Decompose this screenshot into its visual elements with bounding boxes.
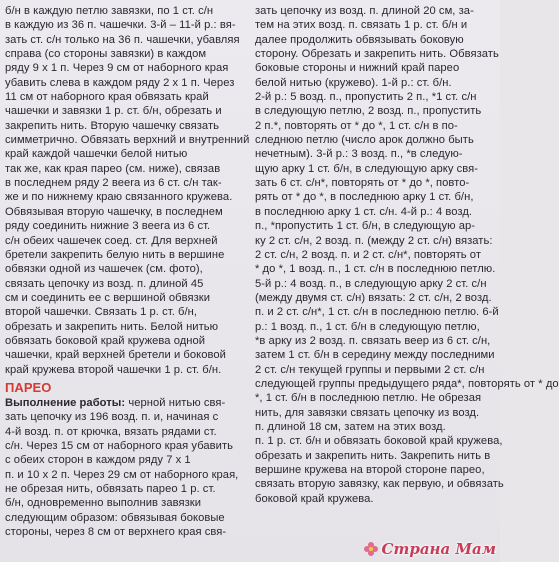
right-column-text-line: в последнюю арку 1 ст. с/н. 4-й р.: 4 возд.	[255, 205, 473, 218]
right-column-text-line: п., *пропустить 1 ст. б/н, в следующую ар-	[255, 220, 476, 233]
right-column-text-line: обрезать и закрепить нить. Закрепить нить в	[255, 449, 491, 462]
left-column-text-line: симметрично. Обвязать верхний и внутренний	[5, 134, 250, 147]
pareo-text-line: с/н. Через 15 см от наборного края убавить	[5, 439, 234, 452]
left-column-text-line: так же, как края парео (см. ниже), связав	[5, 162, 221, 175]
left-column-text-line: же и по нижнему краю связанного кружева.	[5, 191, 233, 204]
work-label: Выполнение работы:	[5, 396, 126, 409]
left-column-text-line: закрепить нить. Вторую чашечку связать	[5, 119, 220, 132]
left-column-text-line: ряду соединить нижние 3 вееra из 6 ст.	[5, 220, 211, 233]
right-column-text-line: п. длиной 18 см, затем на этих возд.	[255, 420, 446, 433]
right-column-text-line: р.: 1 возд. п., 1 ст. б/н в следующую петлю,	[255, 320, 480, 333]
left-column-text	[5, 4, 250, 377]
right-column-text-line: 5-й р.: 4 возд. п., в следующую арку 2 ст. с/н	[255, 277, 487, 290]
left-column-text-line: справа (со стороны завязки) в каждом	[5, 48, 207, 61]
right-column-text-line: п. и 2 ст. с/н*, 1 ст. с/н в последнюю петлю. 6-й	[255, 306, 499, 319]
right-column-text	[255, 4, 559, 506]
right-column-text-line: *в арку из 2 возд. п. связать веер из 6 ст. с/н,	[255, 334, 491, 347]
left-column-text-line: обвязать боковой край кружева одной	[5, 334, 206, 347]
right-column-text-line: рять от * до *, в последнюю арку 1 ст. б/н,	[255, 191, 474, 204]
right-column-text-line: *, 1 ст. б/н в последнюю петлю. Не обрезая	[255, 392, 482, 405]
left-column-text-line: связать цепочку из возд. п. длиной 45	[5, 277, 204, 290]
left-column-text-line: убавить слева в каждом ряду 2 х 1 п. Через	[5, 76, 235, 89]
right-column-text-line: в следующую петлю, 2 возд. п., пропустить	[255, 105, 482, 118]
left-column-text-line: зать ст. с/н только на 36 п. чашечки, убавляя	[5, 33, 240, 46]
left-column-text-line: чашечки и завязки 1 р. ст. б/н, обрезать и	[5, 105, 222, 118]
pareo-text-line: б/н, одновременно выполнив завязки	[5, 497, 202, 510]
right-column-text-line: нечетным). 3-й р.: 3 возд. п., *в следую-	[255, 148, 463, 161]
right-column-text-line: следующей группы предыдущего ряда*, повторять от * до	[255, 377, 559, 390]
pareo-text-line: зать цепочку из 196 возд. п. и, начиная с	[5, 411, 219, 424]
right-column-text-line: п. 1 р. ст. б/н и обвязать боковой край кружева,	[255, 435, 503, 448]
right-column-text-line: зать цепочку из возд. п. длиной 20 см, за-	[255, 5, 474, 17]
left-column-text-line: 11 см от наборного края обвязать край	[5, 91, 209, 104]
left-column-text-line: б/н в каждую петлю завязки, по 1 ст. с/н	[5, 5, 214, 17]
work-intro-line	[5, 396, 242, 410]
pareo-text-line: не обрезая нить, обвязать парео 1 р. ст.	[5, 483, 216, 495]
left-column-text-line: см и соединить ее с вершиной обвязки	[5, 291, 211, 304]
left-column-text-line: Обвязывая вторую чашечку, в последнем	[5, 205, 223, 218]
right-column-text-line: боковые стороны и нижний край парео	[255, 62, 460, 75]
left-column-text-line: обвязки одной из чашечек (см. фото),	[5, 263, 203, 276]
right-column-text-line: ку 2 ст. с/н, 2 возд. п. (между 2 ст. с/н) вязать:	[255, 234, 493, 247]
right-column-text-line: сторону. Обрезать и закрепить нить. Обвязать	[255, 48, 499, 61]
left-column-text-line: обрезать и закрепить нить. Белой нитью	[5, 320, 219, 333]
pareo-text-line: стороны, через 8 см от верхнего края свя-	[5, 526, 227, 539]
right-column-text-line: 2-й р.: 5 возд. п., пропустить 2 п., *1 ст. с/н	[255, 91, 477, 104]
left-column-text-line: край каждой чашечки белой нитью	[5, 148, 188, 161]
left-column-text-line: второй чашечки. Связать 1 р. ст. б/н,	[5, 306, 198, 319]
section-heading-pareo: ПАРЕО	[5, 379, 52, 395]
right-column-text-line: 2 ст. с/н, 2 возд. п. и 2 ст. с/н*, повторять от	[255, 248, 482, 261]
right-column-text-line: 2 ст. с/н текущей группы и первыми 2 ст. с/н	[255, 363, 485, 376]
right-column	[255, 4, 559, 506]
right-column-text-line: связать вторую завязку, как первую, и обвязать	[255, 478, 504, 491]
left-column	[5, 4, 250, 539]
pareo-text-line: следующим образом: обвязывая боковые	[5, 511, 225, 524]
right-column-text-line: боковой край кружева.	[255, 492, 374, 505]
right-column-text-line: затем 1 ст. б/н в середину между последними	[255, 349, 495, 362]
left-column-text-line: край кружева второй чашечки 1 р. ст. б/н.	[5, 363, 222, 376]
right-column-text-line: щую арку 1 ст. б/н, в следующую арку свя-	[255, 162, 479, 175]
right-column-text-line: (между двумя ст. с/н) вязать: 2 ст. с/н, 2 возд.	[255, 291, 492, 304]
left-column-text-line: с/н обеих чашечек соед. ст. Для верхней	[5, 234, 218, 247]
right-column-text-line: 2 п.*, повторять от * до *, 1 ст. с/н в по-	[255, 119, 458, 132]
work-intro-rest: черной нитью свя-	[125, 396, 226, 409]
site-watermark	[363, 540, 496, 558]
right-column-text-line: белой нитью (кружево). 1-й р.: ст. б/н.	[255, 76, 452, 89]
right-column-text-line: нить, для завязки связать цепочку из возд.	[255, 406, 480, 419]
left-column-text-line: ряду 9 х 1 п. Через 9 см от наборного края	[5, 62, 229, 75]
right-column-text-line: зать 6 ст. с/н*, повторять от * до *, повто-	[255, 177, 470, 190]
pareo-text-line: п. и 10 х 2 п. Через 29 см от наборного края,	[5, 468, 239, 481]
pareo-text-line: 4-й возд. п. от крючка, вязать рядами ст.	[5, 425, 217, 438]
left-column-text-line: в последнем ряду 2 вееra из 6 ст. с/н так-	[5, 177, 222, 190]
watermark-text: Страна Мам	[381, 540, 496, 558]
right-column-text-line: вершине кружева на второй стороне парео,	[255, 464, 485, 476]
left-column-text-line: бретели закрепить белую нить в вершине	[5, 248, 225, 261]
pareo-text-line: с обеих сторон в каждом ряду 7 х 1	[5, 454, 191, 467]
flower-icon	[363, 541, 379, 557]
right-column-text-line: * до *, 1 возд. п., 1 ст. с/н в последнюю петлю.	[255, 263, 496, 276]
left-column-text-line: чашечки, край верхней бретели и боковой	[5, 349, 226, 362]
right-column-text-line: тем на этих возд. п. связать 1 р. ст. б/н и	[255, 19, 468, 32]
left-column-text-line: в каждую из 36 п. чашечки. 3-й – 11-й р.: вя-	[5, 19, 236, 32]
pareo-instructions	[5, 410, 242, 539]
right-column-text-line: следнюю петлю (число арок должно быть	[255, 134, 474, 147]
right-column-text-line: далее продолжить обвязывать боковую	[255, 33, 464, 46]
